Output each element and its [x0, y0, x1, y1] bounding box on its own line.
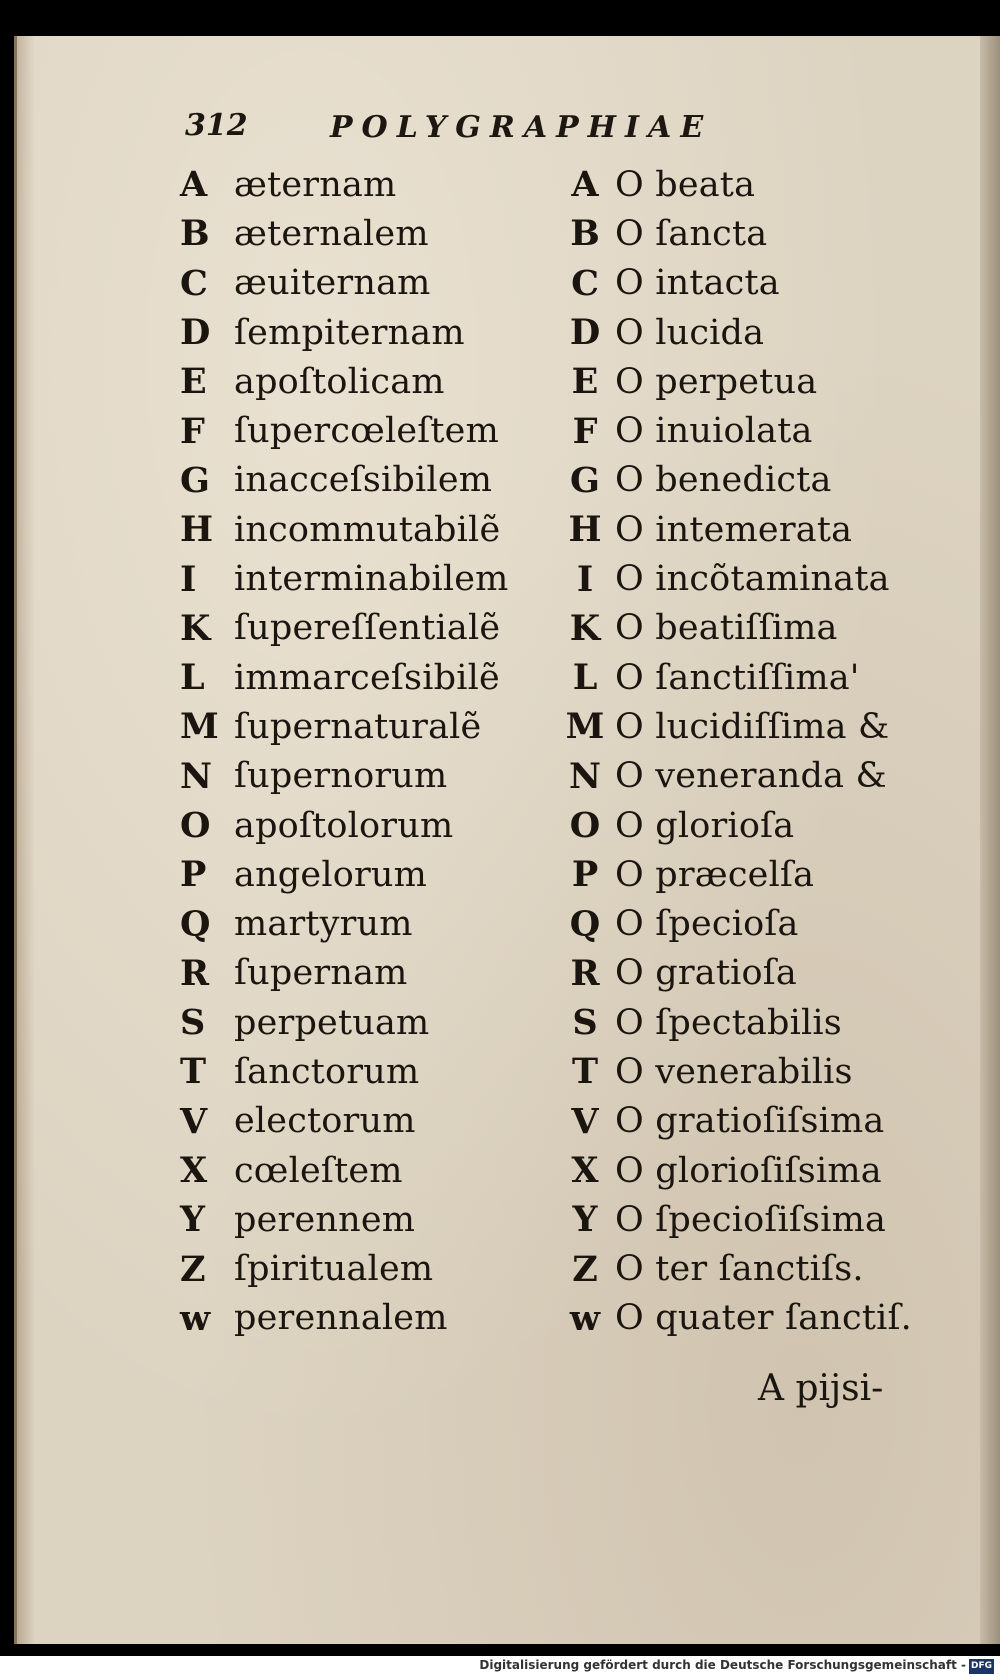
cipher-entry	[555, 1245, 955, 1294]
cipher-word: O glorioſiſsima	[615, 1150, 882, 1191]
cipher-letter: O	[569, 805, 601, 846]
cipher-word: O lucida	[615, 312, 765, 353]
cipher-word: ſpiritualem	[234, 1249, 434, 1290]
cipher-letter: T	[180, 1051, 207, 1093]
cipher-entry	[555, 899, 955, 948]
cipher-entry	[555, 752, 955, 801]
cipher-word: angelorum	[234, 854, 428, 895]
cipher-word: immarceſsibilẽ	[234, 657, 500, 698]
cipher-letter: S	[180, 1002, 206, 1044]
cipher-letter: H	[568, 509, 602, 551]
cipher-letter: L	[180, 657, 205, 699]
cipher-entry	[555, 259, 955, 308]
cipher-entry	[555, 801, 955, 850]
cipher-letter: A	[180, 164, 208, 206]
cipher-entry	[180, 1245, 550, 1294]
cipher-entry	[555, 554, 955, 603]
cipher-letter: F	[180, 410, 205, 452]
cipher-entry	[180, 259, 550, 308]
dfg-logo: DFG	[969, 1659, 994, 1674]
cipher-letter: P	[180, 854, 207, 896]
cipher-entry	[180, 1047, 550, 1096]
cipher-letter: Z	[180, 1248, 206, 1290]
cipher-entry	[555, 850, 955, 899]
cipher-word: ſupereſſentialẽ	[234, 608, 501, 649]
cipher-word: inacceſsibilem	[234, 460, 493, 501]
cipher-word: ſupernaturalẽ	[234, 706, 482, 747]
running-head	[0, 108, 1000, 148]
cipher-word: O inuiolata	[615, 411, 813, 452]
cipher-entry	[555, 505, 955, 554]
footer-credit: Digitalisierung gefördert durch die Deutsche Forschungsgemeinschaft -	[479, 1658, 966, 1672]
cipher-word: æternalem	[234, 213, 429, 254]
cipher-entry	[180, 505, 550, 554]
cipher-entry	[180, 850, 550, 899]
cipher-entry	[555, 702, 955, 751]
cipher-letter: G	[570, 459, 600, 501]
cipher-word: O quater ſanctiſ.	[615, 1298, 912, 1339]
cipher-entry	[180, 653, 550, 702]
cipher-word: apoſtolorum	[234, 805, 454, 846]
cipher-letter: Q	[180, 903, 211, 945]
cipher-letter: I	[180, 558, 197, 600]
cipher-letter: B	[570, 213, 600, 255]
cipher-letter: V	[571, 1100, 599, 1142]
cipher-word: ſupernam	[234, 953, 408, 994]
cipher-letter: H	[180, 509, 214, 551]
cipher-word: O ter ſanctiſs.	[615, 1249, 864, 1290]
cipher-entry	[180, 998, 550, 1047]
cipher-word: O ſancta	[615, 213, 768, 254]
cipher-entry	[180, 456, 550, 505]
cipher-word: O incõtaminata	[615, 559, 890, 600]
cipher-entry	[180, 899, 550, 948]
cipher-entry	[555, 653, 955, 702]
cipher-letter: K	[569, 607, 601, 649]
cipher-word: ſempiternam	[234, 312, 465, 353]
cipher-word: O beata	[615, 164, 756, 205]
cipher-entry	[180, 209, 550, 258]
page-number: 312	[185, 108, 248, 143]
catchword: A pijsi-	[758, 1368, 884, 1409]
cipher-letter: M	[180, 706, 219, 748]
cipher-letter: Q	[569, 903, 601, 945]
cipher-entry	[555, 1294, 955, 1343]
cipher-letter: O	[180, 805, 211, 846]
cipher-letter: M	[565, 706, 605, 748]
cipher-entry	[555, 209, 955, 258]
cipher-letter: X	[571, 1150, 599, 1192]
cipher-word: perpetuam	[234, 1002, 430, 1043]
cipher-letter: X	[180, 1150, 208, 1192]
cipher-entry	[180, 1195, 550, 1244]
cipher-letter: P	[571, 854, 599, 896]
cipher-entry	[180, 308, 550, 357]
footer-bar	[0, 1656, 1000, 1677]
cipher-word: O glorioſa	[615, 805, 795, 846]
cipher-letter: I	[576, 558, 594, 600]
cipher-word: O gratioſiſsima	[615, 1101, 885, 1142]
cipher-letter: R	[570, 952, 600, 994]
left-column	[180, 160, 550, 1343]
cipher-entry	[180, 1294, 550, 1343]
cipher-word: æuiternam	[234, 263, 431, 304]
cipher-word: apoſtolicam	[234, 361, 445, 402]
cipher-word: O ſpectabilis	[615, 1002, 842, 1043]
cipher-entry	[180, 554, 550, 603]
cipher-word: perennem	[234, 1199, 416, 1240]
cipher-entry	[555, 1146, 955, 1195]
cipher-word: O beatiſſima	[615, 608, 838, 649]
cipher-entry	[180, 801, 550, 850]
cipher-letter: C	[571, 262, 599, 304]
cipher-entry	[180, 406, 550, 455]
cipher-letter: w	[569, 1297, 601, 1339]
cipher-entry	[555, 456, 955, 505]
cipher-word: electorum	[234, 1101, 416, 1142]
cipher-letter: w	[180, 1297, 211, 1339]
cipher-word: incommutabilẽ	[234, 509, 501, 550]
cipher-word: O intemerata	[615, 509, 853, 550]
cipher-word: ſupernorum	[234, 756, 448, 797]
cipher-entry	[555, 308, 955, 357]
cipher-word: O gratioſa	[615, 953, 797, 994]
cipher-letter: D	[180, 312, 211, 354]
cipher-word: O perpetua	[615, 361, 818, 402]
cipher-letter: Y	[180, 1199, 205, 1241]
cipher-letter: S	[572, 1002, 598, 1044]
cipher-entry	[180, 604, 550, 653]
cipher-letter: N	[569, 755, 601, 797]
cipher-word: O lucidiſſima &	[615, 706, 890, 747]
cipher-entry	[555, 357, 955, 406]
cipher-word: O venerabilis	[615, 1051, 853, 1092]
cipher-entry	[180, 949, 550, 998]
cipher-letter: L	[572, 657, 598, 699]
cipher-letter: Z	[572, 1248, 598, 1290]
cipher-letter: B	[180, 213, 210, 255]
cipher-letter: A	[571, 164, 599, 206]
cipher-entry	[555, 949, 955, 998]
right-column	[555, 160, 955, 1343]
cipher-entry	[555, 604, 955, 653]
cipher-entry	[180, 1146, 550, 1195]
cipher-word: ſupercœleſtem	[234, 411, 499, 452]
cipher-word: O ſanctiſſima'	[615, 657, 860, 698]
cipher-word: perennalem	[234, 1298, 448, 1339]
cipher-entry	[180, 1097, 550, 1146]
cipher-entry	[555, 998, 955, 1047]
page-edge	[980, 36, 1000, 1644]
cipher-entry	[555, 1195, 955, 1244]
cipher-letter: G	[180, 459, 210, 501]
cipher-letter: F	[572, 410, 598, 452]
cipher-entry	[555, 160, 955, 209]
cipher-letter: T	[571, 1051, 599, 1093]
cipher-word: æternam	[234, 164, 397, 205]
cipher-word: O ſpecioſa	[615, 904, 799, 945]
cipher-letter: Y	[572, 1199, 598, 1241]
cipher-letter: N	[180, 755, 212, 797]
cipher-letter: D	[569, 312, 601, 354]
cipher-entry	[180, 752, 550, 801]
cipher-word: interminabilem	[234, 559, 509, 600]
cipher-letter: E	[180, 361, 207, 403]
cipher-letter: K	[180, 607, 211, 649]
cipher-word: O benedicta	[615, 460, 832, 501]
cipher-word: O veneranda &	[615, 756, 887, 797]
cipher-word: cœleſtem	[234, 1150, 403, 1191]
running-title: POLYGRAPHIAE	[330, 110, 713, 145]
cipher-entry	[180, 160, 550, 209]
cipher-letter: V	[180, 1100, 208, 1142]
cipher-letter: C	[180, 262, 208, 304]
cipher-word: O ſpecioſiſsima	[615, 1199, 887, 1240]
cipher-entry	[555, 1097, 955, 1146]
cipher-word: ſanctorum	[234, 1051, 420, 1092]
cipher-entry	[180, 357, 550, 406]
cipher-word: martyrum	[234, 904, 413, 945]
cipher-word: O intacta	[615, 263, 780, 304]
cipher-letter: R	[180, 952, 210, 994]
cipher-entry	[555, 1047, 955, 1096]
cipher-entry	[555, 406, 955, 455]
cipher-letter: E	[571, 361, 599, 403]
cipher-word: O præcelſa	[615, 854, 815, 895]
cipher-entry	[180, 702, 550, 751]
